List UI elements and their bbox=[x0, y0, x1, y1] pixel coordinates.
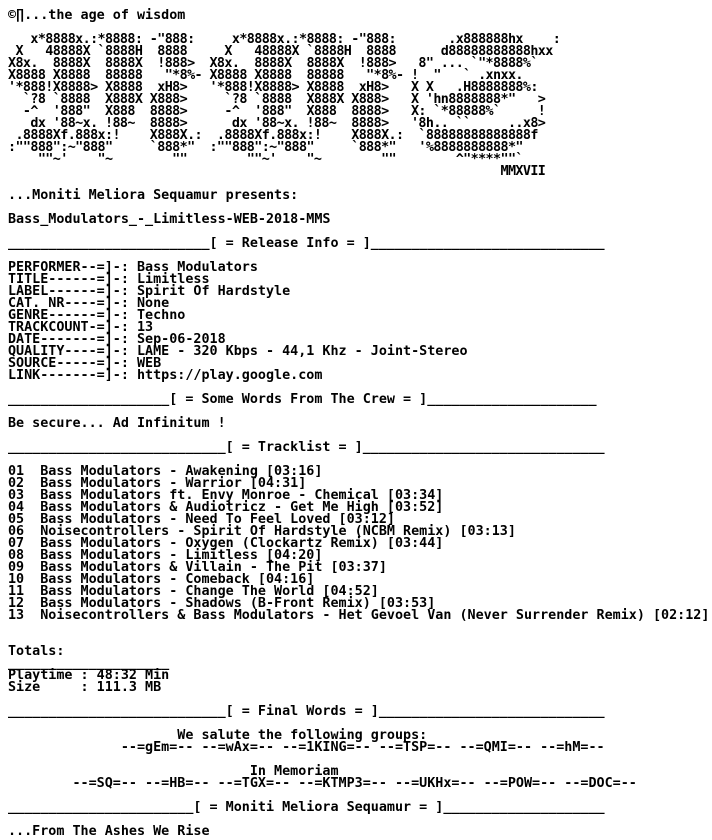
track-title: Bass Modulators - Warrior [04:31] bbox=[40, 476, 307, 491]
ascii-art-logo bbox=[8, 22, 709, 166]
ascii-art-line: -^ '888" X888 8888> -^ '888" X888 8888> X: `*88888%` ! bbox=[8, 104, 546, 119]
ascii-art-year: MMXVII bbox=[8, 164, 546, 179]
salute-groups: --=gEm=-- --=wAx=-- --=1KING=-- --=TSP=-- --=QMI=-- --=hM=-- bbox=[8, 740, 605, 755]
track-number: 04 bbox=[8, 500, 25, 515]
playtime-line: Playtime : 48:32 Min bbox=[8, 668, 170, 683]
release-info-value: None bbox=[137, 296, 170, 311]
track-number: 05 bbox=[8, 512, 25, 527]
ascii-art-line: X8x. 8888X 8888X !888> X8x. 8888X 8888X !888> 8" ... `"*8888%` bbox=[8, 56, 538, 71]
track-number: 09 bbox=[8, 560, 25, 575]
crew-words-header: ____________________[ = Some Words From The Crew = ]_____________________ bbox=[8, 392, 597, 407]
ascii-art-line: .8888Xf.888x:! X888X.: .8888Xf.888x:! X888X.: `88888888888888f bbox=[8, 128, 538, 143]
release-info-value: Spirit Of Hardstyle bbox=[137, 284, 291, 299]
footer-line: ...From The Ashes We Rise bbox=[8, 824, 210, 839]
track-number: 07 bbox=[8, 536, 25, 551]
track-title: Bass Modulators & Villain - The Pit [03:37] bbox=[40, 560, 387, 575]
track-number: 03 bbox=[8, 488, 25, 503]
footer-header: _______________________[ = Moniti Meliora Sequamur = ]____________________ bbox=[8, 800, 605, 815]
in-memoriam-line: In Memoriam bbox=[8, 764, 339, 779]
release-info-key: CAT. NR----=]-: bbox=[8, 296, 137, 311]
release-info-key: TRACKCOUNT-=]-: bbox=[8, 320, 137, 335]
size-line: Size : 111.3 MB bbox=[8, 680, 162, 695]
final-words-header: ___________________________[ = Final Words = ]____________________________ bbox=[8, 704, 605, 719]
track-title: Bass Modulators - Limitless [04:20] bbox=[40, 548, 323, 563]
release-info-value: 13 bbox=[137, 320, 154, 335]
release-info-value: Techno bbox=[137, 308, 186, 323]
release-info-key: TITLE------=]-: bbox=[8, 272, 137, 287]
intro-line: ©∏...the age of wisdom bbox=[8, 8, 186, 23]
totals-label: Totals: bbox=[8, 644, 65, 659]
release-info-key: LINK-------=]-: bbox=[8, 368, 137, 383]
release-info-key: GENRE------=]-: bbox=[8, 308, 137, 323]
release-info-list bbox=[8, 262, 709, 382]
release-info-key: PERFORMER--=]-: bbox=[8, 260, 137, 275]
release-info-value: Limitless bbox=[137, 272, 210, 287]
track-number: 10 bbox=[8, 572, 25, 587]
ascii-art-line: X8888 X8888 88888 "*8%- X8888 X8888 88888 "*8%- ! " ` .xnxx. bbox=[8, 68, 523, 83]
track-title: Bass Modulators - Oxygen (Clockartz Remix) [03:44] bbox=[40, 536, 444, 551]
ascii-art-line: :""888":~"888" `888*" :""888":~"888" `888*" '%8888888888*" bbox=[8, 140, 523, 155]
release-info-key: QUALITY----=]-: bbox=[8, 344, 137, 359]
track-number: 01 bbox=[8, 464, 25, 479]
track-number: 12 bbox=[8, 596, 25, 611]
release-info-key: DATE-------=]-: bbox=[8, 332, 137, 347]
memoriam-groups: --=SQ=-- --=HB=-- --=TGX=-- --=KTMP3=-- --=UKHx=-- --=POW=-- --=DOC=-- bbox=[8, 776, 637, 791]
track-number: 06 bbox=[8, 524, 25, 539]
track-number: 08 bbox=[8, 548, 25, 563]
track-title: Bass Modulators & Audiotricz - Get Me High [03:52] bbox=[40, 500, 444, 515]
track-title: Bass Modulators - Comeback [04:16] bbox=[40, 572, 315, 587]
release-info-value: https://play.google.com bbox=[137, 368, 323, 383]
salute-line: We salute the following groups: bbox=[8, 728, 428, 743]
track-title: Bass Modulators - Shadows (B-Front Remix) [03:53] bbox=[40, 596, 436, 611]
tracklist-header: ___________________________[ = Tracklist = ]______________________________ bbox=[8, 440, 605, 455]
track-title: Bass Modulators ft. Envy Monroe - Chemical [03:34] bbox=[40, 488, 444, 503]
tracklist bbox=[8, 466, 709, 622]
ascii-art-line: '*888!X8888> X8888 xH8> '*888!X8888> X8888 xH8> X X .H8888888%: bbox=[8, 80, 538, 95]
track-title: Noisecontrollers & Bass Modulators - Het Gevoel Van (Never Surrender Remix) [02:12] bbox=[40, 608, 710, 623]
nfo-document bbox=[8, 10, 709, 838]
release-info-header: _________________________[ = Release Info = ]_____________________________ bbox=[8, 236, 605, 251]
release-info-value: Bass Modulators bbox=[137, 260, 258, 275]
track-title: Bass Modulators - Awakening [03:16] bbox=[40, 464, 323, 479]
release-info-value: LAME - 320 Kbps - 44,1 Khz - Joint-Stereo bbox=[137, 344, 468, 359]
release-info-value: WEB bbox=[137, 356, 162, 371]
presents-line: ...Moniti Meliora Sequamur presents: bbox=[8, 188, 299, 203]
track-number: 02 bbox=[8, 476, 25, 491]
ascii-art-line: dx '88~x. !88~ 8888> dx '88~x. !88~ 8888> '8h.. `` ..x8> bbox=[8, 116, 546, 131]
track-number: 13 bbox=[8, 608, 25, 623]
track-title: Bass Modulators - Need To Feel Loved [03:12] bbox=[40, 512, 395, 527]
release-name: Bass_Modulators_-_Limitless-WEB-2018-MMS bbox=[8, 212, 331, 227]
crew-words-text: Be secure... Ad Infinitum ! bbox=[8, 416, 226, 431]
ascii-art-line: x*8888x.:*8888: -"888: x*8888x.:*8888: -"888: .x888888hx : bbox=[8, 32, 561, 47]
track-title: Bass Modulators - Change The World [04:52] bbox=[40, 584, 379, 599]
track-title: Noisecontrollers - Spirit Of Hardstyle (NCBM Remix) [03:13] bbox=[40, 524, 516, 539]
track-number: 11 bbox=[8, 584, 25, 599]
totals-rule: ____________________ bbox=[8, 656, 170, 671]
release-info-key: LABEL------=]-: bbox=[8, 284, 137, 299]
release-info-key: SOURCE-----=]-: bbox=[8, 356, 137, 371]
release-info-value: Sep-06-2018 bbox=[137, 332, 226, 347]
ascii-art-line: ""~' "~ "" ""~' "~ "" ^"****""` bbox=[8, 152, 523, 167]
ascii-art-line: `?8 `8888 X888X X888> `?8 `8888 X888X X888> X 'hn8888888*" > bbox=[8, 92, 546, 107]
ascii-art-line: X 48888X `8888H 8888 X 48888X `8888H 8888 d88888888888hxx bbox=[8, 44, 553, 59]
track-row bbox=[8, 610, 709, 622]
release-info-row bbox=[8, 370, 709, 382]
